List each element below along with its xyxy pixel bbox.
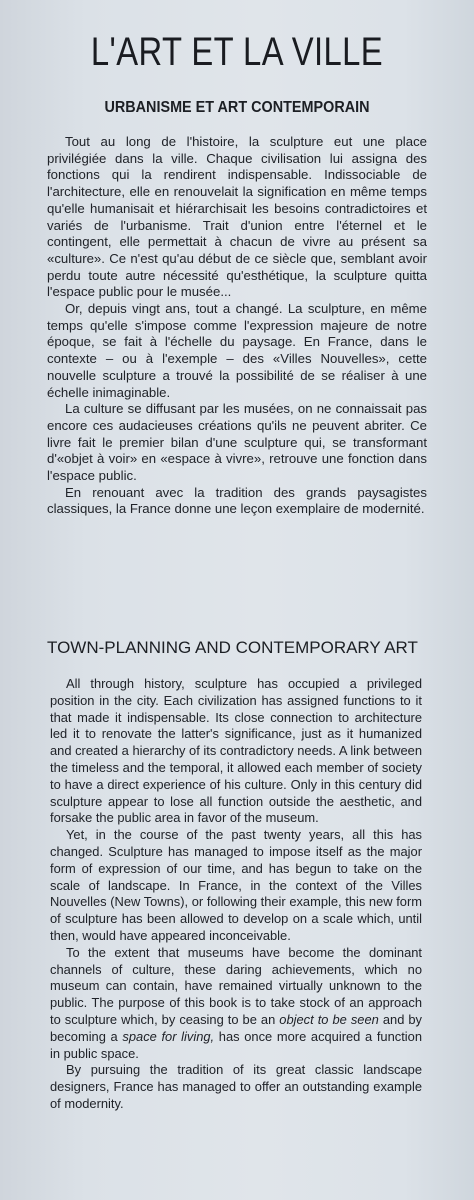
italic-phrase: object to be seen [279, 1011, 379, 1027]
french-paragraph: Tout au long de l'histoire, la sculpture eut une place privilégiée dans la ville. Chaque civilisation lui assigna des fonctions qui la rendirent indispensable. Indissociable de l'architecture, elle en renouvelait la signification en même temps qu'elle humanisait et hiérarchisait les besoins contradictoires et variés de l'urbanisme. Trait d'union entre l'éternel et le contingent, elle permettait à chacun de vivre au présent sa «culture». Ce n'est qu'au début de ce siècle que, semblant avoir perdu toute autre nécessité qu'esthétique, la sculpture quitta l'espace public pour le musée... [47, 134, 427, 300]
page-title: L'ART ET LA VILLE [90, 30, 384, 74]
italic-phrase: space for living, [122, 1028, 215, 1044]
french-paragraph: En renouant avec la tradition des grands paysagistes classiques, la France donne une leçon exemplaire de modernité. [47, 484, 427, 517]
french-paragraph: La culture se diffusant par les musées, on ne connaissait pas encore ces audacieuses créations qu'ils ne peuvent abriter. Ce livre fait le premier bilan d'une sculpture qui, se transformant d'«objet à voir» en «espace à vivre», retrouve une fonction dans l'espace public. [47, 401, 427, 484]
english-text-span: To the extent that museums have become the dominant channels of culture, these daring achievements, which no museum can contain, have remained virtually unknown to the public. The purpose of this book is to take stock of an approach to sculpture which, by ceasing to be an [50, 944, 422, 1027]
english-paragraph [50, 945, 422, 1063]
english-paragraph: By pursuing the tradition of its great classic landscape designers, France has managed to offer an outstanding example of modernity. [50, 1062, 422, 1111]
french-paragraph: Or, depuis vingt ans, tout a changé. La sculpture, en même temps qu'elle s'impose comme l'expression majeure de notre époque, se fait à l'échelle du paysage. En France, dans le contexte – ou à l'exemple – des «Villes Nouvelles», cette nouvelle sculpture a trouvé la possibilité de se réaliser à une échelle inimaginable. [47, 301, 427, 400]
english-text-block [50, 676, 422, 1113]
english-text-span: and by becoming a [50, 1011, 423, 1044]
page-subtitle: URBANISME ET ART CONTEMPORAIN [104, 99, 370, 116]
english-paragraph: Yet, in the course of the past twenty years, all this has changed. Sculpture has managed to impose itself as the major form of expression of our time, and has begun to take on the scale of landscape. In France, in the context of the Villes Nouvelles (New Towns), or following their example, this new form of sculpture has been allowed to develop on a scale which, until then, would have appeared inconceivable. [50, 827, 422, 943]
english-text-span: has once more acquired a function in public space. [50, 1028, 422, 1061]
french-text-block [47, 134, 427, 518]
english-title: TOWN-PLANNING AND CONTEMPORARY ART [47, 638, 418, 657]
english-paragraph: All through history, sculpture has occupied a privileged position in the city. Each civilization has assigned functions to it that made it indispensable. Its close connection to architecture led it to renovate the latter's significance, just as it humanized and created a hierarchy of its contradictory needs. A link between the timeless and the temporal, it allowed each member of society to have a direct experience of his culture. Only in this century did sculpture appear to lose all function outside the aesthetic, and forsake the public area in favor of the museum. [50, 676, 422, 826]
